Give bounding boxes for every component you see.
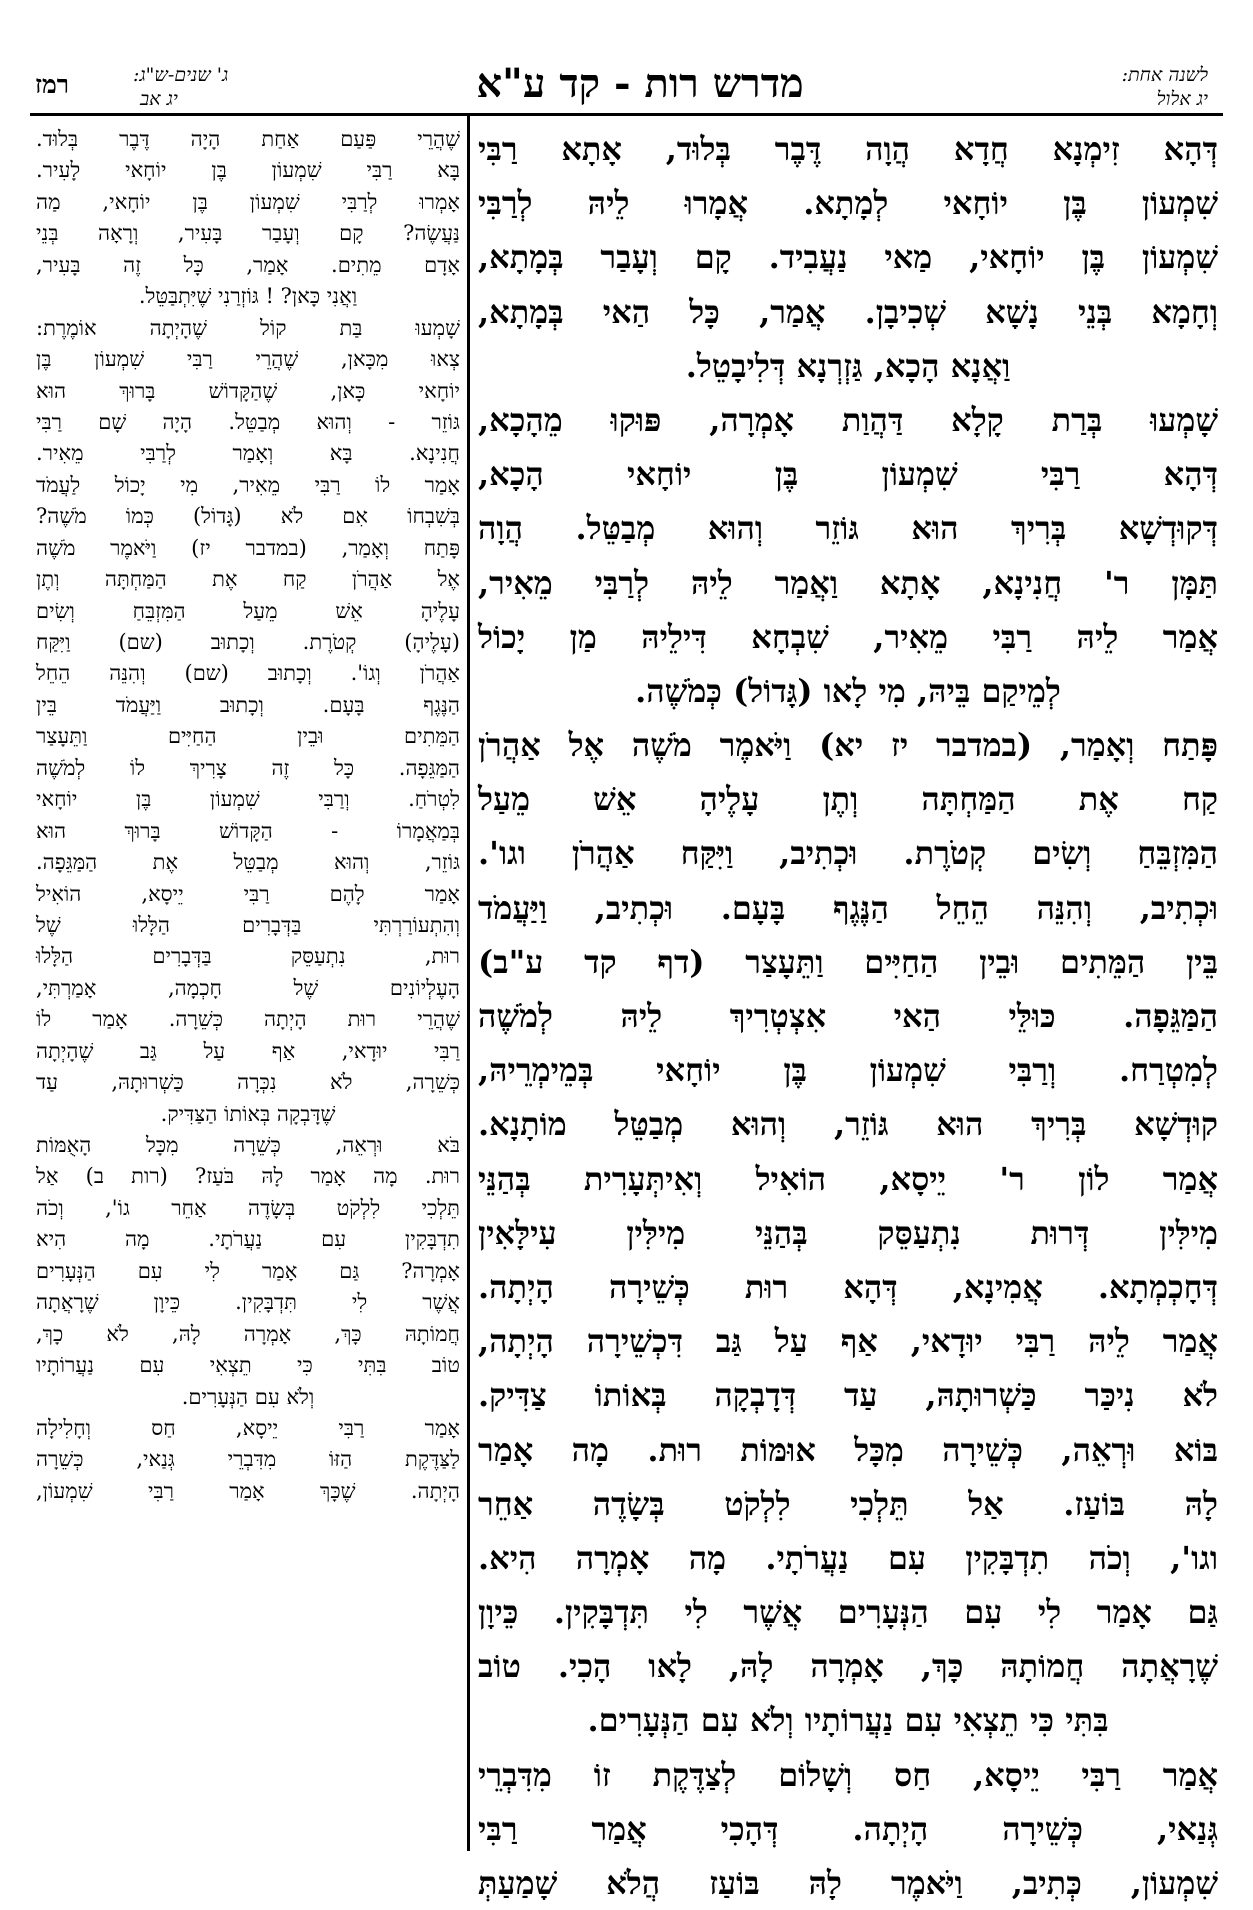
translation-line: רוּת. מָה אָמַר לָהּ בֹּעַז? (רות ב) אַל — [36, 1164, 460, 1189]
translation-line: לַצַּדֶּקֶת הַזּוֹ מִדִּבְרֵי גְּנַאי, כְּשֵׁרָה — [36, 1447, 460, 1472]
translation-line: אָמַר לוֹ רַבִּי מֵאִיר, מִי יָכוֹל לַעֲמֹד — [36, 472, 460, 497]
translation-line: בֹּא וּרְאֵה, כְּשֵׁרָה מִכָּל הָאֻמּוֹת — [36, 1133, 460, 1157]
translation-line: שֶׁדָּבְקָה בְּאוֹתוֹ הַצַּדִּיק. — [160, 1101, 336, 1126]
header-divider — [30, 113, 1223, 116]
translation-line: אֶל אַהֲרֹן קַח אֶת הַמַּחְתָּה וְתֶן — [36, 567, 460, 592]
main-text-line: לְמֵיקַם בֵּיהּ, מִי לָאו (גָּדוֹל) כְּמֹשֶׁה. — [635, 671, 1061, 710]
main-text-line: וְחָמָא בְּנֵי נָשָׁא שְׁכִיבָן. אֲמַר, כָּל הַאי בְּמָתָא, — [478, 292, 1218, 331]
main-text-line: וּכְתִיב, וְהִנֵּה הֵחֵל הַנֶּגֶף בָּעָם. וּכְתִיב, וַיַּעֲמֹד — [478, 888, 1218, 927]
schedule-three-year-date: יג אב — [140, 88, 178, 110]
translation-line: (עָלֶיהָ) קְטֹרֶת. וְכָתוּב (שם) וַיִּקַּח — [36, 630, 460, 654]
main-text-line: פָּתַח וְאָמַר, (במדבר יז יא) וַיֹּאמֶר מֹשֶׁה אֶל אַהֲרֹן — [478, 726, 1218, 765]
main-text-line: דְּהָא זִימְנָא חֲדָא הֲוָה דֶּבֶר בְּלוּד, אָתָא רַבִּי — [478, 130, 1218, 168]
page-title: מדרש רות - קד ע"א — [476, 60, 804, 107]
main-text-line: שָׁמְעוּ בְּרַת קָלָא דַּהֲוַת אָמְרָה, פּוּקוּ מֵהָכָא, — [478, 400, 1218, 439]
main-text-line: לֹא נִיכַּר כַּשְׁרוּתָהּ, עַד דְּדָבְקָה בְּאוֹתוֹ צַדִּיק. — [478, 1376, 1218, 1415]
translation-line: חֲנִינָא. בָּא וְאָמַר לְרַבִּי מֵאִיר. — [36, 441, 460, 466]
translation-line: הָעֶלְיוֹנִים שֶׁל חָכְמָה, אָמַרְתִּי, — [36, 975, 460, 1000]
translation-line: עָלֶיהָ אֵשׁ מֵעַל הַמִּזְבֵּחַ וְשִׂים — [36, 598, 460, 623]
main-text-line: בּוֹא וּרְאֵה, כְּשֵׁירָה מִכָּל אוּמּוֹת רוּת. מָה אָמַר — [478, 1430, 1218, 1469]
translation-line: יוֹחָאי כָּאן, שֶׁהַקָּדוֹשׁ בָּרוּךְ הוּא — [36, 378, 460, 403]
schedule-one-year-date: יג אלול — [1156, 88, 1208, 110]
main-text-line: תַּמָּן ר' חֲנִינָא, אָתָא וַאֲמַר לֵיהּ לְרַבִּי מֵאִיר, — [478, 563, 1219, 602]
translation-line: וְלֹא עִם הַנְּעָרִים. — [181, 1384, 315, 1409]
main-text-line: לָהּ בּוֹעַז. אַל תֵּלְכִי לִלְקֹט בְּשָׂדֶה אַחֵר — [478, 1484, 1218, 1523]
main-text-line: בֵּין הַמֵּתִים וּבֵין הַחַיִּים וַתֵּעָצַר (דף קד ע"ב) — [478, 942, 1218, 981]
translation-line: אָמְרָה? גַּם אָמַר לִי עִם הַנְּעָרִים — [36, 1258, 460, 1283]
translation-line: הָיְתָה. שֶׁכָּךְ אָמַר רַבִּי שִׁמְעוֹן, — [36, 1478, 460, 1503]
translation-line: רוּת, נִתְעַסֵּק בַּדְּבָרִים הַלָּלוּ — [36, 944, 460, 969]
main-text-line: בִּתִּי כִּי תֵצְאִי עִם נַעֲרוֹתָיו וְלֹא עִם הַנְּעָרִים. — [587, 1701, 1109, 1740]
main-text-line: שִׁמְעוֹן, כְּתִיב, וַיֹּאמֶר לָהּ בּוֹעַז הֲלֹא שָׁמַעַתְּ — [478, 1864, 1218, 1902]
translation-line: אָמַר לָהֶם רַבִּי יֵיסָא, הוֹאִיל — [36, 881, 460, 906]
main-text-line: שֶׁרָאֲתָה חֲמוֹתָהּ כָּךְ, אָמְרָה לָהּ, לָאו הָכִי. טוֹב — [478, 1647, 1218, 1686]
translation-line: בָּא רַבִּי שִׁמְעוֹן בֶּן יוֹחָאי לָעִיר. — [36, 158, 460, 183]
translation-line: אָדָם מֵתִים. אָמַר, כָּל זֶה בָּעִיר, — [36, 252, 460, 277]
translation-line: הַמַּגֵּפָה. כָּל זֶה צָרִיךְ לוֹ לְמֹשֶׁה — [36, 755, 460, 780]
main-text-line: וגו', וְכֹה תִדְבָּקִין עִם נַעֲרֹתָי. מָה אָמְרָה הִיא. — [478, 1538, 1218, 1577]
main-text-line: הַמִּזְבֵּחַ וְשִׂים קְטֹרֶת. וּכְתִיב, וַיִּקַּח אַהֲרֹן וגו'. — [478, 834, 1218, 873]
schedule-one-year-label: לשנה אחת: — [1121, 64, 1208, 86]
translation-line: צְאוּ מִכָּאן, שֶׁהֲרֵי רַבִּי שִׁמְעוֹן בֶּן — [36, 347, 460, 372]
main-text-line: גְּנַאי, כְּשֵׁירָה הָיְתָה. דְּהָכִי אֲמַר רַבִּי — [478, 1809, 1218, 1848]
translation-line: שֶׁהֲרֵי פַּעַם אַחַת הָיָה דֶּבֶר בְּלוּד. — [36, 127, 460, 151]
translation-line: פָּתַח וְאָמַר, (במדבר יז) וַיֹּאמֶר מֹשֶׁה — [36, 535, 460, 560]
main-text-line: אֲמַר לוֹן ר' יֵיסָא, הוֹאִיל וְאִיתְּעָרִית בְּהַנֵּי — [478, 1159, 1218, 1198]
translation-column — [36, 124, 460, 1864]
main-text-column — [478, 122, 1219, 1902]
translation-line: טוֹב בִּתִּי כִּי תֵצְאִי עִם נַעֲרוֹתָיו — [36, 1353, 460, 1378]
main-text-line: דְּחָכְמְתָא. אֲמִינָא, דְּהָא רוּת כְּשֵׁירָה הָיְתָה. — [478, 1267, 1218, 1306]
translation-line: בְּשִׁבְחוֹ אִם לֹא (גָּדוֹל) כְּמוֹ מֹשֶׁה? — [36, 504, 460, 529]
main-text-line: אֲמַר לֵיהּ רַבִּי יוּדָאי, אַף עַל גַּב דִּכְשֵׁירָה הָיְתָה, — [478, 1322, 1218, 1361]
translation-line: כְּשֵׁרָה, לֹא נִכְּרָה כַּשְׁרוּתָהּ, עַד — [36, 1070, 460, 1095]
main-text-line: דְּהָא רַבִּי שִׁמְעוֹן בֶּן יוֹחָאי הָכָא, — [478, 455, 1218, 494]
translation-line: גּוֹזֵר, וְהוּא מְבַטֵּל אֶת הַמַּגֵּפָה. — [36, 850, 460, 875]
translation-line: חֲמוֹתָהּ כָּךְ, אָמְרָה לָהּ, לֹא כָךְ, — [36, 1321, 460, 1346]
main-text-line: שִׁמְעוֹן בֶּן יוֹחָאי, מַאי נַעֲבִיד. קָם וְעָבַר בְּמָתָא, — [478, 238, 1218, 277]
translation-line: הַמֵּתִים וּבֵין הַחַיִּים וַתֵּעָצַר — [36, 724, 460, 749]
translation-line: הַנֶּגֶף בָּעָם. וְכָתוּב וַיַּעֲמֹד בֵּין — [36, 692, 460, 717]
main-text-line: לְמִטְרַח. וְרַבִּי שִׁמְעוֹן בֶּן יוֹחָאי בְּמֵימְרֵיהּ, — [478, 1051, 1218, 1090]
translation-line: אֲשֶׁר לִי תִּדְבָּקִין. כֵּיוָן שֶׁרָאֲתָה — [36, 1290, 460, 1315]
column-divider — [467, 116, 470, 1851]
translation-line: בְּמַאֲמָרוֹ - הַקָּדוֹשׁ בָּרוּךְ הוּא — [36, 818, 460, 843]
translation-line: וַאֲנִי כָּאן? ! גּוֹזְרַנִי שֶׁיִּתְבַּטֵּל. — [138, 284, 358, 309]
main-text-line: קַח אֶת הַמַּחְתָּה וְתֶן עָלֶיהָ אֵשׁ מֵעַל — [478, 780, 1218, 819]
translation-line: אָמְרוּ לְרַבִּי שִׁמְעוֹן בֶּן יוֹחָאי, מַה — [36, 189, 460, 214]
main-text-line: מִילִּין דְּרוּת נִתְעַסֵּק בְּהַנֵּי מִילִּין עִילָּאִין — [478, 1213, 1218, 1252]
translation-line: תִדְבָּקִין עִם נַעֲרֹתָי. מָה הִיא — [36, 1227, 460, 1252]
page-number: רמז — [35, 70, 70, 99]
translation-line: רַבִּי יוּדָאי, אַף עַל גַּב שֶׁהָיְתָה — [36, 1038, 460, 1063]
main-text-line: אֲמַר לֵיהּ רַבִּי מֵאִיר, שִׁבְחָא דִּילֵיהּ מַן יָכוֹל — [478, 617, 1218, 656]
schedule-three-year-label: ג' שנים-ש"ג: — [133, 64, 229, 86]
main-text-line: וַאֲנָא הָכָא, גַּזְרְנָא דְּלִיבָטֵל. — [685, 346, 1011, 385]
translation-line: שֶׁהֲרֵי רוּת הָיְתָה כְּשֵׁרָה. אָמַר לוֹ — [36, 1007, 460, 1032]
main-text-line: דְּקוּדְשָׁא בְּרִיךְ הוּא גּוֹזֵר וְהוּא מְבַטֵּל. הֲוָה — [478, 509, 1218, 548]
translation-line: שָׁמְעוּ בַּת קוֹל שֶׁהָיְתָה אוֹמֶרֶת: — [36, 315, 460, 340]
translation-line: אַהֲרֹן וְגוֹ'. וְכָתוּב (שם) וְהִנֵּה הֵחֵל — [36, 661, 460, 686]
translation-line: אָמַר רַבִּי יֵיסָא, חַס וְחָלִילָה — [36, 1415, 460, 1440]
translation-line: תֵּלְכִי לִלְקֹט בְּשָׂדֶה אַחֵר גוֹ', וְכֹה — [36, 1195, 460, 1220]
main-text-line: גַּם אָמַר לִי עִם הַנְּעָרִים אֲשֶׁר לִי תִּדְבָּקִין. כֵּיוָן — [478, 1593, 1218, 1632]
main-text-line: שִׁמְעוֹן בֶּן יוֹחָאי לְמָתָא. אֲמָרוּ לֵיהּ לְרַבִּי — [478, 184, 1218, 223]
main-text-line: הַמַּגֵּפָה. כּוּלֵּי הַאי אִצְטְרִיךְ לֵיהּ לְמֹשֶׁה — [478, 997, 1218, 1035]
main-text-line: קוּדְשָׁא בְּרִיךְ הוּא גּוֹזֵר, וְהוּא מְבַטֵּל מוֹתָנָא. — [478, 1105, 1218, 1144]
translation-line: נַּעֲשֶׂה? קָם וְעָבַר בָּעִיר, וְרָאָה בְּנֵי — [36, 221, 460, 246]
translation-line: לִטְרֹחַ. וְרַבִּי שִׁמְעוֹן בֶּן יוֹחָאי — [36, 787, 460, 812]
translation-line: וְהִתְעוֹרַרְתִּי בַּדְּבָרִים הַלָּלוּ שֶׁל — [36, 912, 460, 937]
translation-line: גּוֹזֵר - וְהוּא מְבַטֵּל. הָיָה שָׁם רַבִּי — [36, 409, 460, 434]
main-text-line: אֲמַר רַבִּי יֵיסָא, חַס וְשָׁלוֹם לְצַדֶּקֶת זוֹ מִדִּבְרֵי — [478, 1755, 1218, 1794]
